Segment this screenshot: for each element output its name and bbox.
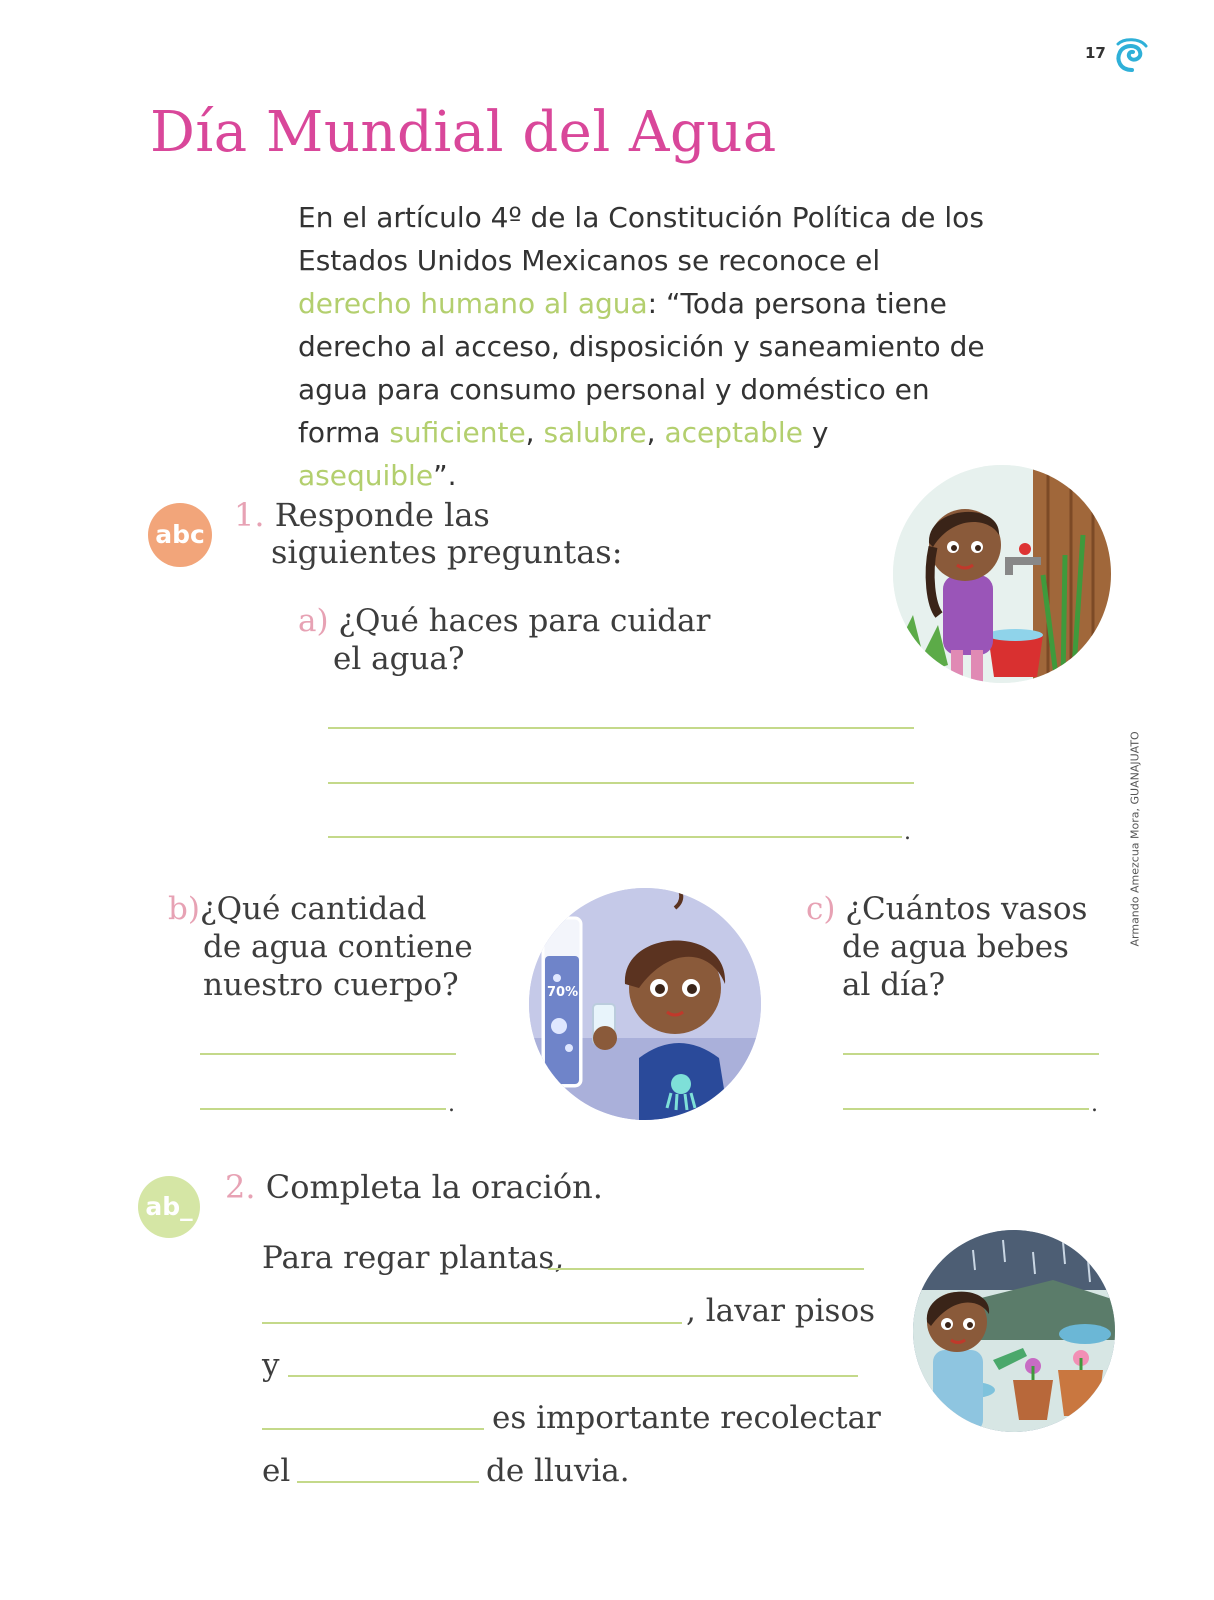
blank-line-4[interactable] [262,1428,484,1430]
girl-watering-plants-illustration [913,1230,1115,1432]
intro-highlight-suficiente: suficiente [389,416,526,449]
question-line: ¿Qué haces para cuidar [338,603,711,639]
water-swirl-icon [1112,36,1152,74]
intro-paragraph [298,196,988,497]
activity-2-instruction [225,1168,603,1206]
sentence-part-4: es importante recolectar [492,1400,881,1436]
intro-separator: , [525,416,544,449]
ab-badge [138,1176,200,1238]
activity-2-number: 2. [225,1168,256,1206]
answer-line-c2[interactable] [843,1108,1089,1110]
blank-line-2[interactable] [262,1322,682,1324]
illustration-credit: Armando Amezcua Mora, GUANAJUATO [1128,731,1142,947]
intro-end: ”. [433,459,457,492]
sentence-part-5a: el [262,1453,291,1489]
abc-badge [148,503,212,567]
question-b [168,890,473,1004]
intro-separator: y [802,416,829,449]
question-letter: a) [298,603,329,639]
question-line: nuestro cuerpo? [203,967,459,1003]
period: . [1091,1092,1098,1117]
period: . [448,1092,455,1117]
water-percentage-label: 70% [547,985,579,1000]
answer-line-a2[interactable] [328,782,914,784]
answer-line-b2[interactable] [200,1108,446,1110]
question-line: ¿Cuántos vasos [845,891,1088,927]
question-line: el agua? [333,641,465,677]
blank-line-5[interactable] [297,1481,479,1483]
girl-faucet-illustration [893,465,1111,683]
intro-highlight-derecho: derecho humano al agua [298,287,648,320]
ab-badge-label: ab_ [145,1192,193,1221]
intro-text-2: : “Toda persona tiene derecho al acceso, disposición y saneamiento de agua para consumo personal y doméstico en forma [298,287,985,449]
question-c [806,890,1087,1004]
question-line: de agua bebes [842,929,1069,965]
question-letter: b) [168,891,200,927]
sentence-part-3: y [262,1347,280,1383]
abc-badge-label: abc [155,520,205,549]
intro-highlight-salubre: salubre [543,416,647,449]
sentence-part-1: Para regar plantas, [262,1240,565,1276]
sentence-part-5b: de lluvia. [486,1453,630,1489]
intro-highlight-aceptable: aceptable [664,416,803,449]
question-a [298,602,710,678]
page-number: 17 [1085,44,1106,62]
activity-1-instruction [234,497,622,571]
answer-line-b1[interactable] [200,1053,456,1055]
intro-text-1: En el artículo 4º de la Constitución Política de los Estados Unidos Mexicanos se reconoce el [298,201,984,277]
sentence-part-2: , lavar pisos [686,1293,876,1329]
question-line: de agua contiene [203,929,473,965]
intro-separator: , [646,416,665,449]
blank-line-1[interactable] [548,1268,864,1270]
answer-line-c1[interactable] [843,1053,1099,1055]
period: . [904,820,911,845]
instruction-line: Responde las [274,496,490,534]
instruction-line: siguientes preguntas: [271,533,623,571]
answer-line-a1[interactable] [328,727,914,729]
question-line: al día? [842,967,946,1003]
page-title: Día Mundial del Agua [150,100,777,165]
activity-1-number: 1. [234,496,265,534]
answer-line-a3[interactable] [328,836,902,838]
boy-water-percentage-illustration [529,888,761,1120]
intro-highlight-asequible: asequible [298,459,434,492]
question-letter: c) [806,891,836,927]
instruction-line: Completa la oración. [265,1168,603,1206]
question-line: ¿Qué cantidad [199,891,427,927]
blank-line-3[interactable] [288,1375,858,1377]
